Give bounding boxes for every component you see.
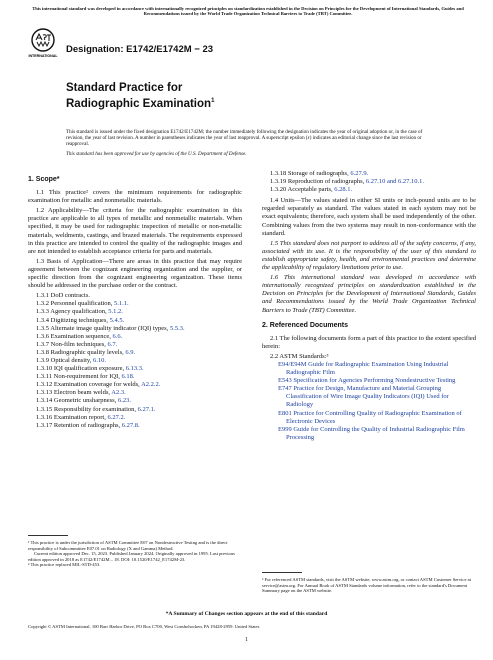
list-item-text: 1.3.4 Digitizing techniques, <box>36 316 110 324</box>
footnote-rule-left <box>28 535 68 536</box>
designation: Designation: E1742/E1742M − 23 <box>66 44 214 55</box>
astm-logo <box>30 28 56 60</box>
list-item-text: 1.3.14 Geometric unsharpness, <box>36 397 118 405</box>
list-item-text: 1.3.8 Radiographic quality levels, <box>36 348 126 356</box>
para-1-2: 1.2 Applicability—The criteria for the radiographic examination in this practice are applicable to all types of metallic and nonmetallic materials. When specified, it may be used for radiographic inspection of metallic or non-metallic materials, weldments, castings, and brazed materials. The requirements expressed in this practice are intended to control the quality of the radiographic images and are not intended to establish acceptance criteria for parts and materials. <box>28 207 242 255</box>
section-link[interactable]: 6.9. <box>125 348 136 356</box>
footnote-1-edition: Current edition approved Dec. 15, 2023. Published January 2024. Originally approved in 1995. Last previous edition approved in 2018 as E1742/E1742M – 18. DOI: 10.1520/E1742_E1742M-23. <box>28 551 235 562</box>
issuance-statement: This standard is issued under the fixed designation E1742/E1742M; the number immediately following the designation indicates the year of original adoption or, in the case of revision, the year of last revision. A number in parentheses indicates the year of last reapproval. A superscript epsilon (ε) indicates an editorial change since the last revision or reapproval. <box>66 129 423 148</box>
list-item <box>28 422 242 430</box>
list-item-text: 1.3.3 Agency qualification, <box>36 308 109 316</box>
scope-list <box>28 292 242 430</box>
section-link[interactable]: 6.7. <box>107 340 118 348</box>
section-link[interactable]: 6.27.2. <box>107 413 126 421</box>
list-item-text: 1.3.2 Personnel qualification, <box>36 300 114 308</box>
footnote-rule-right <box>262 572 302 573</box>
list-item <box>28 325 242 333</box>
reference-code-link[interactable]: E999 <box>278 425 292 433</box>
left-column <box>28 176 242 430</box>
list-item <box>262 170 476 178</box>
para-1-5: 1.5 This standard does not purport to address all of the safety concerns, if any, associated with its use. It is the responsibility of the user of this standard to establish appropriate safety, health, and environmental practices and determine the applicability of regulatory limitations prior to use. <box>262 239 476 272</box>
para-1-6: 1.6 This international standard was developed in accordance with internationally recognized principles on standardization established in the Decision on Principles for the Development of International Standards, Guides and Recommendations issued by the World Trade Organization Technical Barriers to Trade (TBT) Committee. <box>262 274 476 314</box>
list-item-text: 1.3.15 Responsibility for examination, <box>36 405 138 413</box>
list-item <box>262 186 476 194</box>
section-link[interactable]: 5.4.5. <box>109 316 125 324</box>
list-item-text: 1.3.1 DoD contracts. <box>36 292 90 300</box>
dod-approval: This standard has been approved for use by agencies of the U.S. Department of Defense. <box>66 151 247 157</box>
footnote-1: ¹ This practice is under the jurisdiction of ASTM Committee E07 on Nondestructive Testing and is the direct responsibility of Subcommittee E07.01 on Radiology (X and Gamma) Method. <box>28 540 228 551</box>
list-item-text: 1.3.17 Retention of radiographs, <box>36 421 122 429</box>
list-item <box>28 373 242 381</box>
reference-title-link[interactable]: Specification for Agencies Performing Nondestructive Testing <box>293 377 456 385</box>
section-link[interactable]: 6.28.1. <box>334 186 353 194</box>
list-item-text: 1.3.19 Reproduction of radiographs, <box>270 178 366 186</box>
summary-of-changes-note: *A Summary of Changes section appears at the end of this standard <box>165 611 328 617</box>
list-item-text: 1.3.9 Optical density, <box>36 356 93 364</box>
title-footnote-marker: 1 <box>211 98 215 104</box>
title-main: Radiographic Examination <box>66 97 212 110</box>
scope-heading: 1. Scope* <box>28 176 60 183</box>
list-item-text: 1.3.20 Acceptable parts, <box>270 186 335 194</box>
list-item <box>28 300 242 308</box>
reference-title-link[interactable]: Guide for Controlling the Quality of Industrial Radiographic Film Processing <box>286 425 465 441</box>
list-item <box>28 333 242 341</box>
section-link[interactable]: 6.27.9. <box>350 170 369 177</box>
reference-title-link[interactable]: Guide for Radiographic Examination Using Industrial Radiographic Film <box>286 360 449 377</box>
section-link[interactable]: 6.23. <box>117 397 131 405</box>
list-item <box>28 414 242 422</box>
list-item <box>28 397 242 405</box>
section-link[interactable]: A2.2.2. <box>141 381 161 389</box>
astm-standards-list <box>262 361 476 442</box>
list-item <box>28 349 242 357</box>
section-link[interactable]: A2.3. <box>111 389 126 397</box>
list-item <box>28 341 242 349</box>
footnote-2: ² This practice replaced MIL-STD-453. <box>28 562 101 568</box>
reference-item <box>278 410 476 426</box>
reference-item <box>278 377 476 385</box>
document-title <box>66 82 214 111</box>
list-item <box>28 308 242 316</box>
section-link[interactable]: 5.5.3. <box>169 324 185 332</box>
reference-item <box>278 426 476 442</box>
reference-title-link[interactable]: Practice for Design, Manufacture and Material Grouping Classification of Wire Image Quality Indicators (IQI) Used for Radiology <box>286 385 449 409</box>
reference-item <box>278 361 476 377</box>
list-item-text: 1.3.13 Electron beam welds, <box>36 389 112 397</box>
section-link[interactable]: 6.10. <box>93 356 106 364</box>
list-item <box>28 357 242 365</box>
section-link[interactable]: 5.1.1. <box>113 300 129 308</box>
referenced-documents-heading: 2. Referenced Documents <box>262 321 348 329</box>
list-item-text: 1.3.18 Storage of radiographs, <box>270 170 351 177</box>
para-1-1: 1.1 This practice² covers the minimum requirements for radiographic examination for metallic and nonmetallic materials. <box>28 189 242 205</box>
list-item-text: 1.3.12 Examination coverage for welds, <box>36 381 142 389</box>
section-link[interactable]: 6.6. <box>112 332 123 340</box>
tbt-notice: This international standard was developed in accordance with internationally recognized principles on standardization established in the Decision on Principles for the Development of International Standards, Guides and Recommendations issued by the World Trade Organization Technical Barriers to Trade (TBT) Committee. <box>32 6 464 17</box>
section-link[interactable]: 6.13.3. <box>125 365 144 373</box>
list-item <box>28 365 242 373</box>
list-item-text: 1.3.16 Examination report, <box>36 413 108 421</box>
reference-code-link[interactable]: E801 <box>278 409 292 417</box>
page-number: 1 <box>245 637 248 643</box>
list-item <box>262 178 476 186</box>
title-line-1: Standard Practice for <box>66 82 183 94</box>
copyright: Copyright © ASTM International, 100 Barr Harbor Drive, PO Box C700, West Conshohocken, PA 19428-2959. United States <box>28 624 260 629</box>
list-item-text: 1.3.7 Non-film techniques, <box>36 340 108 348</box>
reference-code-link[interactable]: E94/E94M <box>278 360 307 368</box>
section-link[interactable]: 6.27.8. <box>121 421 140 429</box>
reference-item <box>278 385 476 409</box>
reference-code-link[interactable]: E747 <box>278 385 292 393</box>
list-item <box>28 381 242 389</box>
list-item-text: 1.3.5 Alternate image quality indicator (IQI) types, <box>36 324 170 332</box>
logo-text: INTERNATIONAL <box>28 54 58 58</box>
para-1-3: 1.3 Basis of Application—There are areas in this practice that may require agreement between the cognizant engineering organization and the supplier, or specific direction from the cognizant engineering organization. These items should be addressed in the purchase order or the contract. <box>28 257 242 290</box>
list-item-text: 1.3.10 IQI qualification exposure, <box>36 365 126 373</box>
list-item <box>28 317 242 325</box>
reference-code-link[interactable]: E543 <box>278 377 292 385</box>
scope-list-continued <box>262 170 476 194</box>
footnote-3: ³ For referenced ASTM standards, visit the ASTM website, www.astm.org, or contact ASTM Customer Service at service@astm.org. For Annual Book of ASTM Standards volume information, refer to the standard's Document Summary page on the ASTM website. <box>262 577 471 594</box>
title-line-2 <box>66 95 214 111</box>
para-1-4: 1.4 Units—The values stated in either SI units or inch-pound units are to be regarded separately as standard. The values stated in each system may not be exact equivalents; therefore, each system shall be used independently of the other. Combining values from the two systems may result in non-conformance with the standard. <box>262 197 476 237</box>
reference-title-link[interactable]: Practice for Controlling Quality of Radiographic Examination of Electronic Devices <box>286 409 462 425</box>
list-item-text: 1.3.6 Examination sequence, <box>36 332 113 340</box>
list-item-text: 1.3.11 Non-requirement for IQI, <box>36 373 122 381</box>
list-item <box>28 389 242 397</box>
para-2-2: 2.2 ASTM Standards:³ <box>270 352 329 360</box>
list-item <box>28 292 242 300</box>
list-item <box>28 406 242 414</box>
para-2-1: 2.1 The following documents form a part of this practice to the extent specified herein: <box>262 334 477 350</box>
footnotes-left <box>28 540 242 568</box>
right-column <box>262 170 476 442</box>
section-link[interactable]: 6.27.10 and 6.27.10.1. <box>365 178 424 186</box>
section-link[interactable]: 5.1.2. <box>108 308 123 316</box>
section-link[interactable]: 6.27.1. <box>137 405 156 413</box>
section-link[interactable]: 6.18. <box>121 373 135 381</box>
